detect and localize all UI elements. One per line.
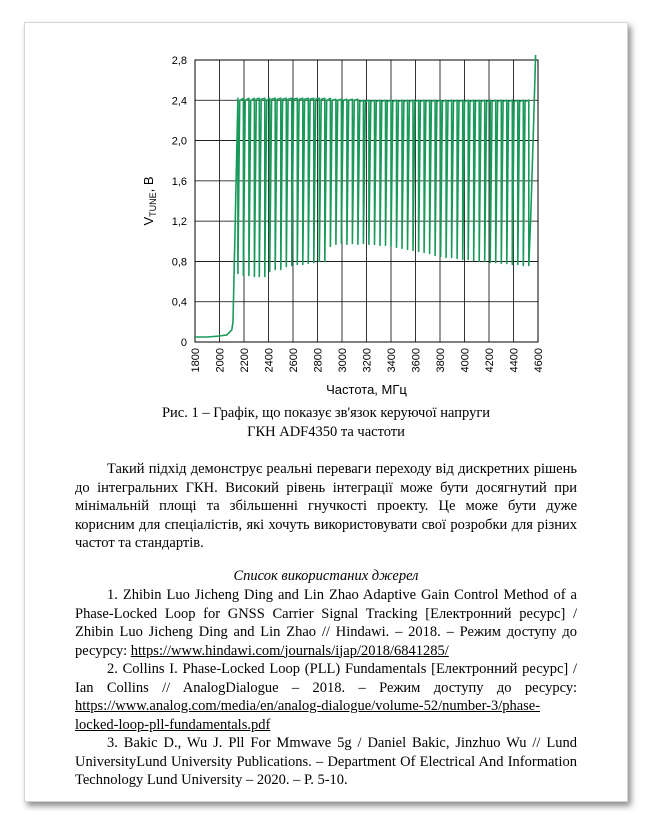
x-tick-label: 4400: [508, 348, 521, 373]
reference-text: 1. Zhibin Luo Jicheng Ding and Lin Zhao Adaptive Gain Control Method of a Phase-Locked Loop for GNSS Carrier Signal Tracking [Електронний ресурс] / Zhibin Luo Jicheng Ding and Lin Zhao // Hindawi. – 2018. – Режим доступу до ресурсу:: [75, 587, 577, 659]
x-tick-label: 3600: [410, 348, 423, 373]
y-tick-label: 0,8: [171, 256, 187, 269]
body-paragraph: Такий підхід демонструє реальні переваги переходу від дискретних рішень до інтегральних ГКН. Високий рівень інтеграції може бути досягнутий при мінімальній площі та збільшенні гнучкості проекту. Це може бути дуже корисним для спеціалістів, які хочуть використовувати свої розробки для різних частот та стандартів.: [75, 461, 577, 551]
x-tick-label: 2200: [239, 348, 251, 373]
y-tick-label: 0: [180, 337, 187, 349]
figure-caption-line2: ГКН ADF4350 та частоти: [247, 424, 405, 440]
x-tick-label: 4600: [533, 348, 545, 373]
y-axis-label: $V_{TUNE}$, В: [141, 176, 158, 226]
x-tick-label: 3800: [435, 348, 447, 373]
y-tick-label: 2,4: [171, 95, 187, 108]
reference-text: 3. Bakic D., Wu J. Pll For Mmwave 5g / Daniel Bakic, Jinzhuo Wu // Lund UniversityLund University Publications. – Department Of Electrical And Information Technology Lund University – 2020. – Р. 5-10.: [75, 735, 577, 788]
reference-link[interactable]: https://www.analog.com/media/en/analog-dialogue/volume-52/number-3/phase-locked-loop-pll-fundamentals.pdf: [75, 698, 541, 733]
y-tick-label: 2,8: [171, 55, 187, 67]
y-tick-label: 2,0: [171, 135, 187, 148]
y-tick-label: 1,6: [171, 175, 187, 188]
vtune-frequency-chart: [120, 55, 545, 408]
references-title: Список використаних джерел: [233, 568, 419, 584]
reference-item: [75, 586, 577, 660]
references-list: [75, 586, 577, 790]
x-tick-label: 2400: [263, 348, 276, 373]
x-tick-label: 2800: [312, 348, 325, 373]
reference-item: [75, 660, 577, 734]
x-tick-label: 1800: [190, 348, 202, 373]
document-page: [24, 22, 628, 802]
x-tick-label: 4000: [459, 348, 472, 373]
reference-link[interactable]: https://www.hindawi.com/journals/ijap/2018/6841285/: [130, 642, 449, 659]
x-tick-label: 3000: [337, 348, 349, 373]
x-tick-label: 3200: [361, 348, 374, 373]
reference-item: [75, 734, 577, 790]
y-tick-label: 1,2: [171, 216, 187, 229]
x-tick-label: 2600: [288, 348, 300, 373]
y-tick-label: 0,4: [171, 296, 187, 309]
x-tick-label: 4200: [484, 348, 496, 373]
reference-text: 2. Collins I. Phase-Locked Loop (PLL) Fundamentals [Електронний ресурс] / Ian Collins // AnalogDialogue – 2018. – Режим доступу до ресурсу:: [75, 661, 577, 696]
x-tick-label: 2000: [214, 348, 227, 373]
vtune-series-line: [195, 55, 536, 337]
x-axis-label: Частота, МГц: [326, 382, 407, 397]
figure-caption-line1: Рис. 1 – Графік, що показує зв'язок керуючої напруги: [161, 405, 491, 421]
x-tick-label: 3400: [386, 348, 398, 373]
